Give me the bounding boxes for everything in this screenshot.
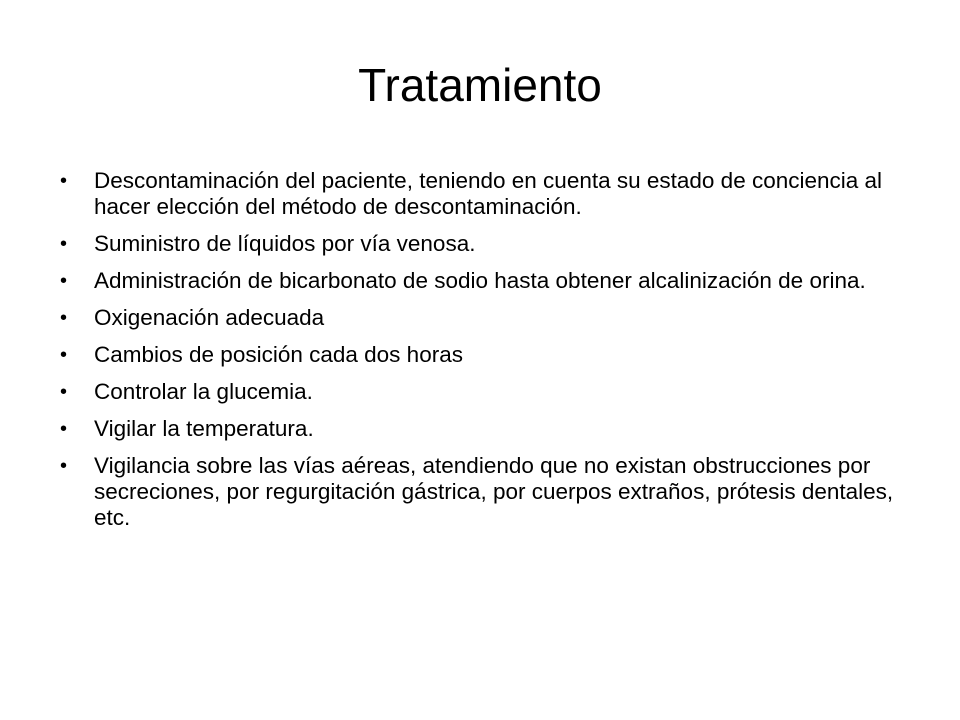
list-item xyxy=(58,268,918,294)
list-item-text: Descontaminación del paciente, teniendo en cuenta su estado de conciencia al hacer elección del método de descontaminación. xyxy=(94,168,883,219)
bullet-dot-icon: • xyxy=(60,270,68,292)
list-item-text: Vigilancia sobre las vías aéreas, atendiendo que no existan obstrucciones por secreciones, por regurgitación gástrica, por cuerpos extraños, prótesis dentales, etc. xyxy=(94,453,894,530)
list-item-text: Cambios de posición cada dos horas xyxy=(94,342,463,367)
list-item xyxy=(58,379,918,405)
bullet-dot-icon: • xyxy=(60,233,68,255)
list-item-text: Controlar la glucemia. xyxy=(94,379,313,404)
list-item xyxy=(58,342,918,368)
bullet-dot-icon: • xyxy=(60,170,68,192)
bullet-list xyxy=(58,168,918,542)
list-item xyxy=(58,168,918,220)
list-item xyxy=(58,416,918,442)
list-item xyxy=(58,453,918,531)
list-item-text: Vigilar la temperatura. xyxy=(94,416,314,441)
list-item-text: Suministro de líquidos por vía venosa. xyxy=(94,231,476,256)
list-item-text: Administración de bicarbonato de sodio hasta obtener alcalinización de orina. xyxy=(94,268,866,293)
bullet-dot-icon: • xyxy=(60,455,68,477)
list-item-text: Oxigenación adecuada xyxy=(94,305,325,330)
list-item xyxy=(58,305,918,331)
bullet-dot-icon: • xyxy=(60,307,68,329)
slide-title: Tratamiento xyxy=(358,59,602,111)
bullet-dot-icon: • xyxy=(60,418,68,440)
list-item xyxy=(58,231,918,257)
bullet-dot-icon: • xyxy=(60,381,68,403)
bullet-dot-icon: • xyxy=(60,344,68,366)
